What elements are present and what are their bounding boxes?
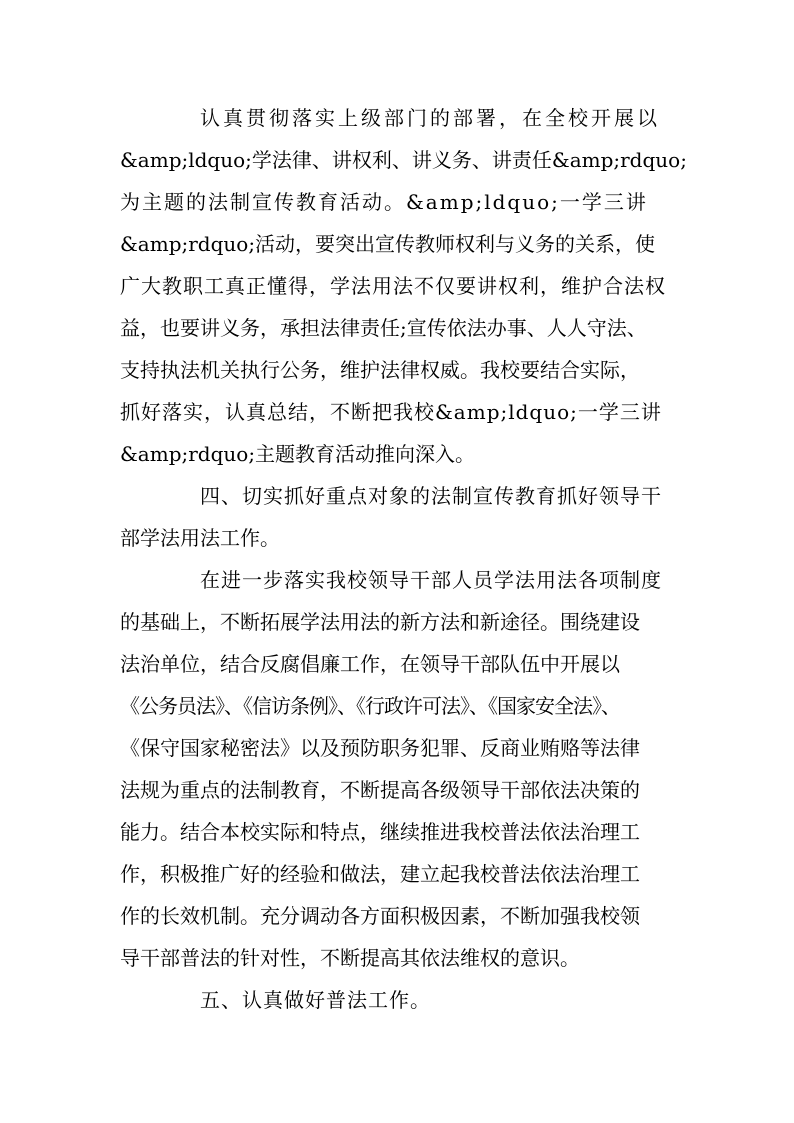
paragraph-line: 《保守国家秘密法》以及预防职务犯罪、反商业贿赂等法律 bbox=[120, 736, 640, 760]
paragraph-line: 为主题的法制宣传教育活动。&amp;ldquo;一学三讲 bbox=[120, 190, 648, 214]
paragraph-line: 能力。结合本校实际和特点，继续推进我校普法依法治理工 bbox=[120, 820, 640, 844]
paragraph-line: 的基础上，不断拓展学法用法的新方法和新途径。围绕建设 bbox=[120, 610, 640, 634]
paragraph-line: 在进一步落实我校领导干部人员学法用法各项制度 bbox=[200, 568, 662, 592]
paragraph-line: 支持执法机关执行公务，维护法律权威。我校要结合实际， bbox=[120, 358, 640, 382]
section-heading: 四、切实抓好重点对象的法制宣传教育抓好领导干 bbox=[200, 484, 662, 508]
paragraph-line: &amp;rdquo;主题教育活动推向深入。 bbox=[120, 442, 476, 466]
paragraph-line: 益，也要讲义务，承担法律责任;宣传依法办事、人人守法、 bbox=[120, 316, 647, 340]
paragraph-line: &amp;rdquo;活动，要突出宣传教师权利与义务的关系，使 bbox=[120, 232, 656, 256]
section-heading-continued: 部学法用法工作。 bbox=[120, 526, 280, 550]
paragraph-line: &amp;ldquo;学法律、讲权利、讲义务、讲责任&amp;rdquo; bbox=[120, 148, 687, 172]
paragraph-line: 导干部普法的针对性，不断提高其依法维权的意识。 bbox=[120, 946, 580, 970]
paragraph-line: 法规为重点的法制教育，不断提高各级领导干部依法决策的 bbox=[120, 778, 640, 802]
paragraph-line: 认真贯彻落实上级部门的部署，在全校开展以 bbox=[200, 106, 660, 130]
paragraph-line: 法治单位，结合反腐倡廉工作，在领导干部队伍中开展以 bbox=[120, 652, 620, 676]
paragraph-line: 广大教职工真正懂得，学法用法不仅要讲权利，维护合法权 bbox=[120, 274, 666, 298]
paragraph-line: 作，积极推广好的经验和做法，建立起我校普法依法治理工 bbox=[120, 862, 640, 886]
paragraph-line: 抓好落实，认真总结，不断把我校&amp;ldquo;一学三讲 bbox=[120, 400, 662, 424]
section-heading: 五、认真做好普法工作。 bbox=[200, 988, 431, 1012]
paragraph-line: 作的长效机制。充分调动各方面积极因素，不断加强我校领 bbox=[120, 904, 640, 928]
paragraph-line: 《公务员法》、《信访条例》、《行政许可法》、《国家安全法》、 bbox=[120, 694, 620, 718]
